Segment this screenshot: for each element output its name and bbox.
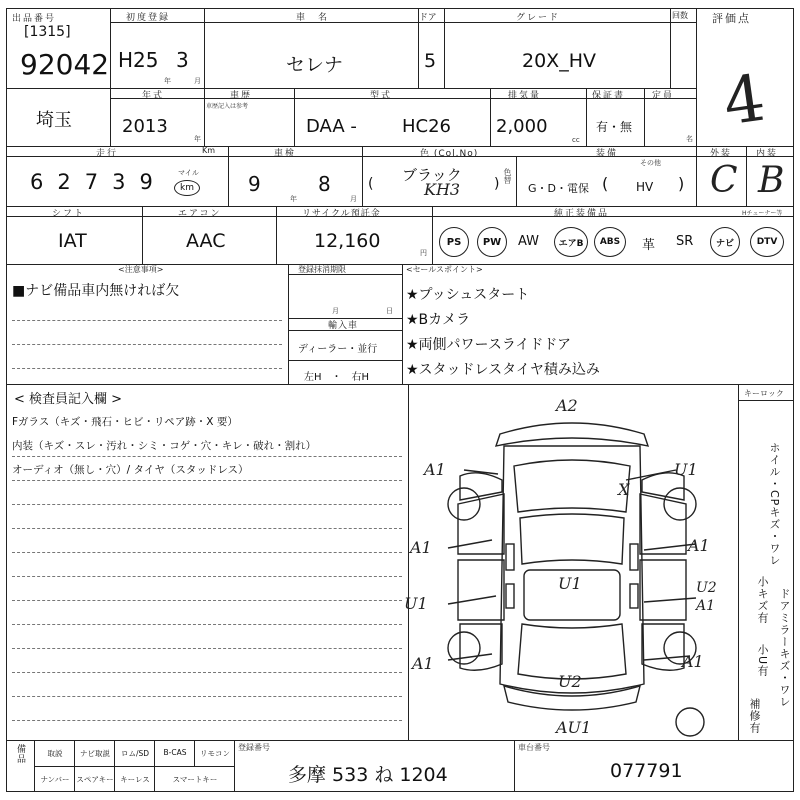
model-prefix: DAA - <box>306 116 357 137</box>
recycle-fee: 12,160 <box>314 230 381 252</box>
damage-mark: A1 <box>682 652 704 671</box>
right-rear-door-outline <box>640 560 686 620</box>
air-conditioner: AAC <box>186 230 226 252</box>
dealer-parallel: ディーラー・並行 <box>298 344 378 355</box>
inspection-label: 車検 <box>274 149 297 159</box>
factory-equipment-label: 純正装備品 <box>554 209 610 219</box>
equip-dtv: DTV <box>750 227 784 257</box>
registration-label: 初度登録 <box>126 13 171 23</box>
car-name-label: 車 名 <box>296 13 330 23</box>
damage-mark: A1 <box>412 654 434 673</box>
damage-mark: X <box>618 480 630 499</box>
dotted-line <box>12 528 402 529</box>
color-code: KH3 <box>424 180 461 199</box>
yen-mark: 円 <box>420 249 427 257</box>
grade: 20X_HV <box>522 50 596 72</box>
damage-mark: A1 <box>410 538 432 557</box>
damage-mark: U1 <box>674 460 698 479</box>
annotation-leader <box>448 596 496 604</box>
month-mark: 月 <box>332 307 339 315</box>
left-mirror-marker <box>506 544 514 570</box>
plate-label: 登録番号 <box>238 743 270 752</box>
header-line <box>6 156 794 157</box>
repaint-label: 色替 <box>503 168 512 184</box>
dotted-line <box>12 480 402 481</box>
dotted-line <box>12 600 402 601</box>
damage-mark: U2 <box>696 580 717 596</box>
accessory-bcas: B-CAS <box>163 748 187 757</box>
right-pillar-marker <box>630 584 638 608</box>
divider <box>514 740 515 792</box>
key-lock-label: キーロック <box>744 389 784 398</box>
lot-label: 出品番号 <box>12 14 57 24</box>
warranty: 有・無 <box>596 120 633 134</box>
displacement-label: 排気量 <box>508 91 542 101</box>
equip-navi: ナビ <box>710 227 740 257</box>
count-label: 回数 <box>672 11 688 20</box>
divider <box>142 206 143 264</box>
import-label: 輸入車 <box>328 321 359 331</box>
inspector-title: < 検査員記入欄 > <box>14 392 123 407</box>
annotation-leader <box>644 598 696 602</box>
caution-note: ■ナビ備品車内無ければ欠 <box>12 283 180 299</box>
registration-deadline-label: 登録抹消期限 <box>298 265 346 274</box>
door-label: ドア <box>419 13 437 23</box>
history-label: 車歴 <box>230 91 253 101</box>
row-line <box>34 766 234 767</box>
equipment-other-label: その他 <box>640 159 661 167</box>
door-count: 5 <box>424 50 437 72</box>
dotted-line <box>12 672 402 673</box>
auction-sheet <box>6 8 794 792</box>
warranty-label: 保証書 <box>592 91 626 101</box>
accessory-smart-key: スマートキー <box>172 775 218 784</box>
mileage-digits: 62739 <box>30 170 167 194</box>
dotted-line <box>12 552 402 553</box>
registration-month: 3 <box>176 48 189 72</box>
model-year-label: 年式 <box>142 91 165 101</box>
grade-label: グレード <box>516 13 561 23</box>
inspection-month: 8 <box>318 172 331 196</box>
equip-aw: AW <box>518 234 540 249</box>
registration-year: H25 <box>118 48 159 72</box>
divider <box>516 156 517 206</box>
damage-mark: A1 <box>424 460 446 479</box>
shift: IAT <box>58 230 87 252</box>
lot-number: 92042 <box>20 48 110 81</box>
capacity-mark: 名 <box>686 135 693 143</box>
divider <box>288 264 289 384</box>
damage-mark: A1 <box>688 536 710 555</box>
divider <box>204 88 205 146</box>
equip-paren: ( <box>602 174 609 193</box>
equip-leather: 革 <box>642 238 656 253</box>
dotted-line <box>12 504 402 505</box>
accessory-navi-manual: ナビ取説 <box>80 749 110 758</box>
right-mirror-marker <box>630 544 638 570</box>
accessory-rom-sd: ロム/SD <box>120 749 150 758</box>
accessory-keyless: キーレス <box>120 775 150 784</box>
color-paren: ( <box>368 176 374 192</box>
divider <box>586 88 587 146</box>
equip-ps: PS <box>439 227 469 257</box>
interior-label: 内装 <box>756 149 779 159</box>
divider <box>444 8 445 88</box>
divider <box>114 740 115 792</box>
sales-points-label: <セールスポイント> <box>406 265 483 274</box>
dotted-line <box>12 344 282 345</box>
row-line <box>6 206 794 207</box>
month-mark: 月 <box>350 195 357 203</box>
rear-glass-outline <box>518 624 626 679</box>
header-line <box>110 22 696 23</box>
divider <box>696 8 697 146</box>
ac-label: エアコン <box>178 209 222 219</box>
damage-mark: AU1 <box>556 718 592 737</box>
dotted-line <box>12 648 402 649</box>
mirror-note: ドアミラーキズ・ワレ <box>778 588 791 708</box>
equipment-list: G・D・電保 <box>528 182 589 195</box>
divider <box>294 88 295 146</box>
color-label: 色 (Col.No) <box>420 149 479 159</box>
mileage-label: 走行 <box>96 149 119 159</box>
sales-point: ★スタッドレスタイヤ積み込み <box>406 362 600 378</box>
year-mark: 年 <box>290 195 297 203</box>
sales-point: ★両側パワースライドドア <box>406 337 572 353</box>
divider <box>490 88 491 146</box>
region: 埼玉 <box>36 110 72 131</box>
model-code: HC26 <box>402 116 452 137</box>
divider <box>74 740 75 792</box>
month-mark: 月 <box>194 77 201 85</box>
divider <box>276 206 277 264</box>
accessory-spare-key: スペアキー <box>76 775 114 784</box>
interior-note: 内装（キズ・スレ・汚れ・シミ・コゲ・穴・キレ・破れ・割れ） <box>12 440 317 452</box>
divider <box>696 146 697 206</box>
divider <box>204 8 205 88</box>
equip-sunroof: SR <box>676 234 694 249</box>
windshield-note: Fガラス（キズ・飛石・ヒビ・リペア跡・X 要） <box>12 416 238 428</box>
header-line <box>288 360 402 361</box>
divider <box>154 740 155 792</box>
overall-score: 4 <box>719 61 770 141</box>
divider <box>228 146 229 206</box>
chassis-number: 077791 <box>610 760 683 782</box>
displacement: 2,000 <box>496 116 548 137</box>
section-line <box>6 740 794 741</box>
divider <box>670 8 671 88</box>
shift-label: シフト <box>52 209 86 219</box>
wheel-note: ホイル・CPキズ・ワレ <box>768 442 781 567</box>
equip-paren: ) <box>678 174 685 193</box>
model-code-label: 型式 <box>370 91 393 101</box>
dotted-line <box>12 320 282 321</box>
mileage-unit-label: Km <box>202 146 216 155</box>
repair-note: 補修有 <box>748 698 761 734</box>
equipment-other: HV <box>636 180 654 194</box>
small-dent-note: 小U有 <box>756 644 769 678</box>
color-name: ブラック <box>402 166 462 184</box>
dotted-line <box>12 696 402 697</box>
history-note: 車歴記入は参考 <box>206 103 249 110</box>
exterior-score: C <box>710 160 738 201</box>
damage-mark: U1 <box>558 574 582 593</box>
damage-mark: A1 <box>696 598 716 614</box>
damage-mark: U1 <box>404 594 428 613</box>
spare-tire <box>676 708 704 736</box>
year-mark: 年 <box>164 77 171 85</box>
small-scratch-note: 小キズ有 <box>756 576 769 624</box>
equipment-label: 装備 <box>596 149 619 159</box>
equip-airbag: エアB <box>554 227 588 257</box>
divider <box>738 384 739 740</box>
damage-mark: A2 <box>556 396 578 415</box>
divider <box>746 146 747 206</box>
annotation-leader <box>626 470 676 480</box>
hood-outline <box>514 460 630 512</box>
front-bumper-outline <box>496 423 648 446</box>
equip-pw: PW <box>477 227 507 257</box>
km-unit: km <box>174 180 200 196</box>
left-rear-door-outline <box>458 560 504 620</box>
equip-abs: ABS <box>594 227 626 257</box>
color-paren: ) <box>494 176 500 192</box>
divider <box>194 740 195 766</box>
tuner-label: Hチューナー等 <box>742 210 783 217</box>
sales-point: ★Bカメラ <box>406 312 471 328</box>
accessories-label: 備品 <box>15 744 25 764</box>
dotted-line <box>12 456 402 457</box>
car-name: セレナ <box>286 54 344 76</box>
audio-tire-note: オーディオ（無し・穴）/ タイヤ（スタッドレス） <box>12 464 249 476</box>
dotted-line <box>12 368 282 369</box>
interior-score: B <box>758 160 785 201</box>
caution-label: <注意事項> <box>118 265 164 274</box>
capacity-label: 定員 <box>652 91 675 101</box>
cc-unit: cc <box>572 136 580 144</box>
chassis-label: 車台番号 <box>518 743 550 752</box>
divider <box>362 146 363 206</box>
inspection-year: 9 <box>248 172 261 196</box>
damage-mark: U2 <box>558 672 582 691</box>
year-mark: 年 <box>194 135 201 143</box>
dotted-line <box>12 720 402 721</box>
divider <box>110 88 111 146</box>
lot-bracket: [1315] <box>24 24 71 40</box>
divider <box>234 740 235 792</box>
divider <box>644 88 645 146</box>
dotted-line <box>12 624 402 625</box>
front-right-wheel <box>664 488 696 520</box>
exterior-label: 外装 <box>710 149 733 159</box>
right-front-door-outline <box>640 494 686 554</box>
header-line <box>6 216 794 217</box>
day-mark: 日 <box>386 307 393 315</box>
dotted-line <box>12 576 402 577</box>
divider <box>402 264 403 384</box>
left-pillar-marker <box>506 584 514 608</box>
steering-side: 左H ・ 右H <box>304 372 370 383</box>
annotation-leader <box>448 540 492 548</box>
recycle-label: リサイクル預託金 <box>302 209 381 219</box>
header-line <box>738 400 794 401</box>
model-year: 2013 <box>122 116 168 137</box>
sales-point: ★プッシュスタート <box>406 287 530 303</box>
accessory-remote: リモコン <box>200 749 230 758</box>
windshield-outline <box>520 514 624 564</box>
divider <box>432 206 433 264</box>
score-label: 評価点 <box>712 12 751 25</box>
annotation-leader <box>448 654 492 660</box>
license-plate: 多摩 533 ね 1204 <box>288 764 448 786</box>
accessory-manual: 取説 <box>47 749 63 758</box>
divider <box>110 8 111 88</box>
mile-note: マイル <box>178 169 199 177</box>
front-left-wheel <box>448 488 480 520</box>
accessory-plate: ナンバー <box>40 775 70 784</box>
